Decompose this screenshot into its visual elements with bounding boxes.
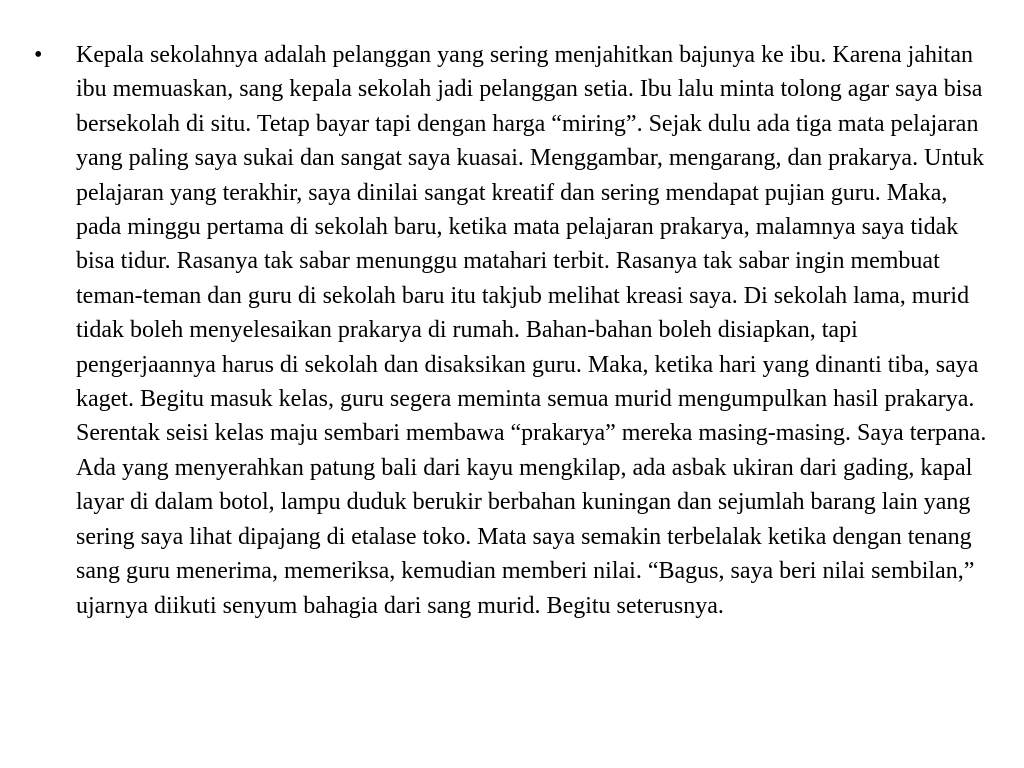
body-paragraph: Kepala sekolahnya adalah pelanggan yang sering menjahitkan bajunya ke ibu. Karena jahitan ibu memuaskan, sang kepala sekolah jadi pelanggan setia. Ibu lalu minta tolong agar saya bisa bersekolah di situ. Tetap bayar tapi dengan harga “miring”. Sejak dulu ada tiga mata pelajaran yang paling saya sukai dan sangat saya kuasai. Menggambar, mengarang, dan prakarya. Untuk pelajaran yang terakhir, saya dinilai sangat kreatif dan sering mendapat pujian guru. Maka, pada minggu pertama di sekolah baru, ketika mata pelajaran prakarya, malamnya saya tidak bisa tidur. Rasanya tak sabar menunggu matahari terbit. Rasanya tak sabar ingin membuat teman-teman dan guru di sekolah baru itu takjub melihat kreasi saya. Di sekolah lama, murid tidak boleh menyelesaikan prakarya di rumah. Bahan-bahan boleh disiapkan, tapi pengerjaannya harus di sekolah dan disaksikan guru. Maka, ketika hari yang dinanti tiba, saya kaget. Begitu masuk kelas, guru segera meminta semua murid mengumpulkan hasil prakarya. Serentak seisi kelas maju sembari membawa “prakarya” mereka masing-masing. Saya terpana. Ada yang menyerahkan patung bali dari kayu mengkilap, ada asbak ukiran dari gading, kapal layar di dalam botol, lampu duduk berukir berbahan kuningan dan sejumlah barang lain yang sering saya lihat dipajang di etalase toko. Mata saya semakin terbelalak ketika dengan tenang sang guru menerima, memeriksa, kemudian memberi nilai. “Bagus, saya beri nilai sembilan,” ujarnya diikuti senyum bahagia dari sang murid. Begitu seterusnya. bbox=[76, 42, 987, 619]
bullet-list bbox=[30, 38, 990, 623]
bullet-dot-icon: • bbox=[34, 42, 43, 68]
bullet-item bbox=[30, 38, 990, 623]
